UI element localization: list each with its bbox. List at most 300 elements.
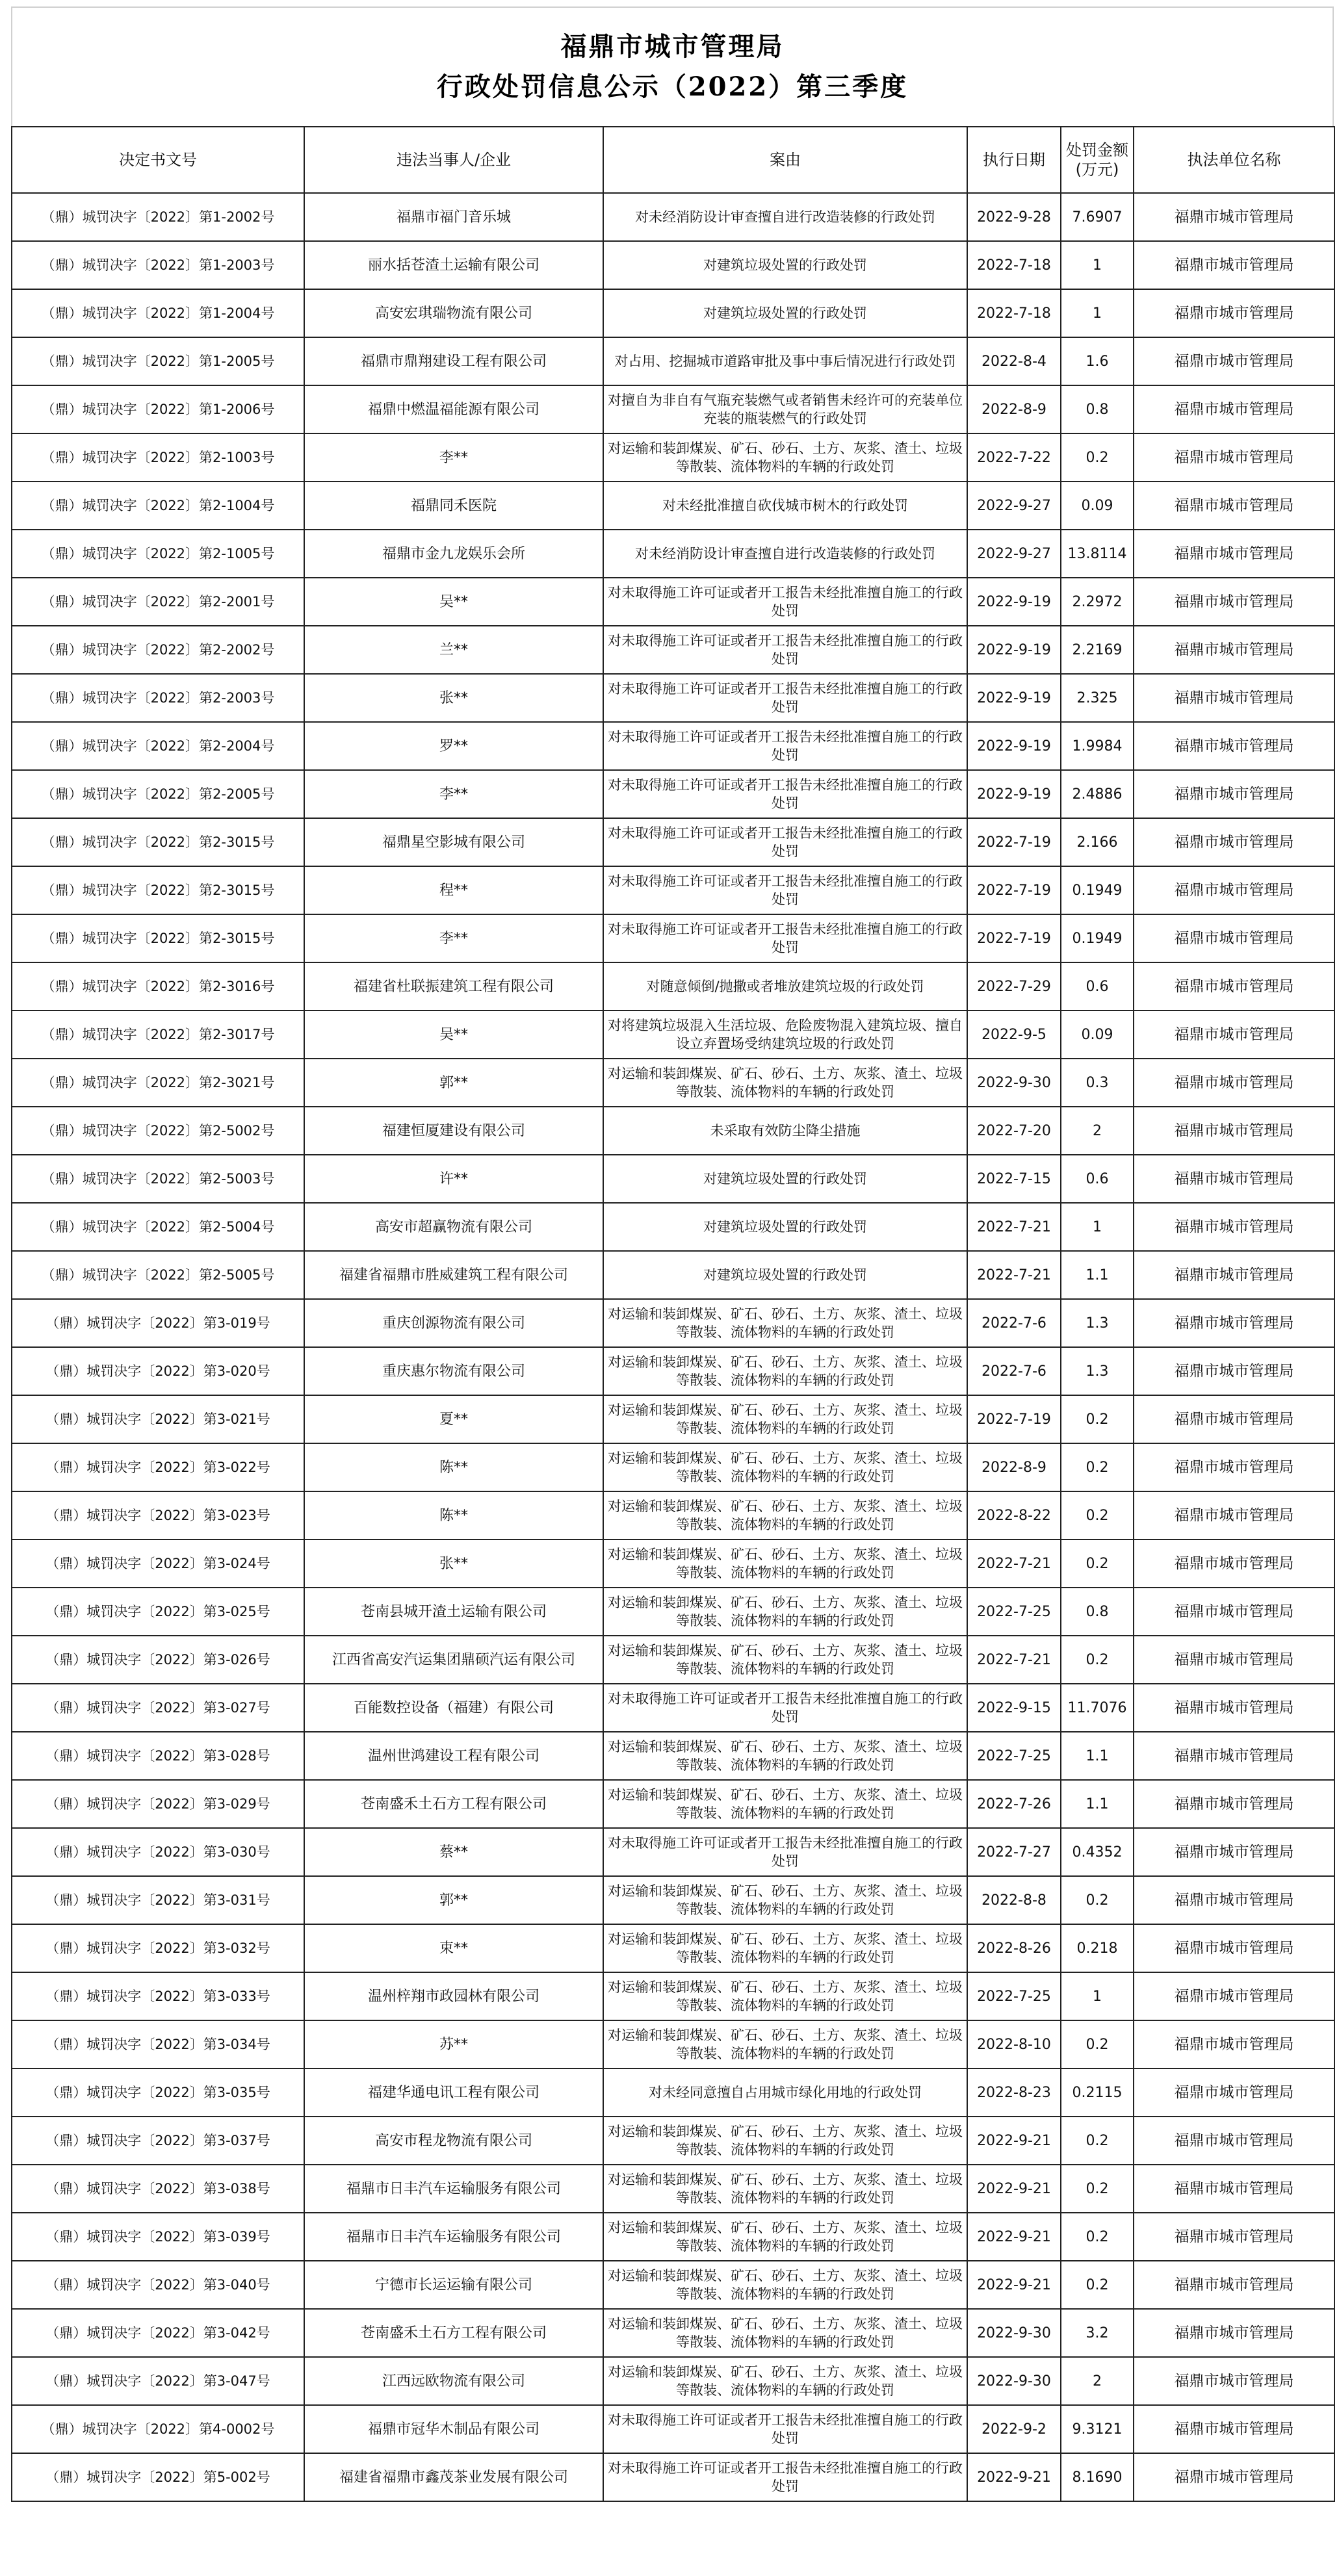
cell-penalty-amount: 0.8	[1061, 1588, 1134, 1636]
table-row	[12, 385, 1334, 433]
cell-doc-number: （鼎）城罚决字〔2022〕第2-3021号	[12, 1059, 304, 1107]
cell-penalty-amount: 0.2	[1061, 1636, 1134, 1684]
cell-case-reason: 对运输和装卸煤炭、矿石、砂石、土方、灰浆、渣土、垃圾等散装、流体物料的车辆的行政处罚	[603, 1491, 967, 1539]
table-row	[12, 1539, 1334, 1588]
cell-doc-number: （鼎）城罚决字〔2022〕第3-020号	[12, 1347, 304, 1395]
cell-doc-number: （鼎）城罚决字〔2022〕第2-3015号	[12, 818, 304, 866]
cell-penalty-amount: 2.325	[1061, 674, 1134, 722]
cell-case-reason: 对未取得施工许可证或者开工报告未经批准擅自施工的行政处罚	[603, 674, 967, 722]
cell-party: 苏**	[304, 2020, 603, 2068]
cell-enforcement-unit: 福鼎市城市管理局	[1134, 2213, 1334, 2261]
cell-enforcement-unit: 福鼎市城市管理局	[1134, 1588, 1334, 1636]
cell-party: 福鼎中燃温福能源有限公司	[304, 385, 603, 433]
cell-case-reason: 对运输和装卸煤炭、矿石、砂石、土方、灰浆、渣土、垃圾等散装、流体物料的车辆的行政处罚	[603, 1972, 967, 2020]
cell-party: 福鼎市冠华木制品有限公司	[304, 2405, 603, 2453]
cell-execution-date: 2022-8-4	[967, 337, 1061, 385]
cell-enforcement-unit: 福鼎市城市管理局	[1134, 1491, 1334, 1539]
cell-execution-date: 2022-9-21	[967, 2165, 1061, 2213]
cell-penalty-amount: 9.3121	[1061, 2405, 1134, 2453]
cell-case-reason: 对运输和装卸煤炭、矿石、砂石、土方、灰浆、渣土、垃圾等散装、流体物料的车辆的行政处罚	[603, 1636, 967, 1684]
table-row	[12, 1203, 1334, 1251]
cell-doc-number: （鼎）城罚决字〔2022〕第3-028号	[12, 1732, 304, 1780]
cell-case-reason: 对建筑垃圾处置的行政处罚	[603, 1251, 967, 1299]
table-row	[12, 433, 1334, 482]
cell-execution-date: 2022-9-19	[967, 626, 1061, 674]
cell-party: 温州梓翔市政园林有限公司	[304, 1972, 603, 2020]
cell-party: 重庆创源物流有限公司	[304, 1299, 603, 1347]
cell-doc-number: （鼎）城罚决字〔2022〕第1-2002号	[12, 193, 304, 241]
cell-doc-number: （鼎）城罚决字〔2022〕第2-1005号	[12, 530, 304, 578]
cell-party: 福建省福鼎市鑫茂茶业发展有限公司	[304, 2453, 603, 2501]
cell-execution-date: 2022-9-21	[967, 2213, 1061, 2261]
cell-party: 兰**	[304, 626, 603, 674]
cell-enforcement-unit: 福鼎市城市管理局	[1134, 1011, 1334, 1059]
table-row	[12, 530, 1334, 578]
cell-party: 福鼎市日丰汽车运输服务有限公司	[304, 2213, 603, 2261]
cell-penalty-amount: 0.09	[1061, 482, 1134, 530]
cell-case-reason: 对运输和装卸煤炭、矿石、砂石、土方、灰浆、渣土、垃圾等散装、流体物料的车辆的行政处罚	[603, 1780, 967, 1828]
cell-doc-number: （鼎）城罚决字〔2022〕第3-032号	[12, 1924, 304, 1972]
table-row	[12, 1684, 1334, 1732]
cell-doc-number: （鼎）城罚决字〔2022〕第2-1004号	[12, 482, 304, 530]
cell-party: 吴**	[304, 578, 603, 626]
cell-execution-date: 2022-8-9	[967, 1443, 1061, 1491]
table-row	[12, 962, 1334, 1011]
table-row	[12, 2261, 1334, 2309]
cell-execution-date: 2022-7-19	[967, 818, 1061, 866]
cell-party: 苍南盛禾土石方工程有限公司	[304, 1780, 603, 1828]
cell-penalty-amount: 0.1949	[1061, 866, 1134, 914]
table-row	[12, 722, 1334, 770]
cell-case-reason: 对未取得施工许可证或者开工报告未经批准擅自施工的行政处罚	[603, 914, 967, 962]
table-row	[12, 1395, 1334, 1443]
cell-enforcement-unit: 福鼎市城市管理局	[1134, 1972, 1334, 2020]
table-row	[12, 2068, 1334, 2117]
cell-execution-date: 2022-7-21	[967, 1539, 1061, 1588]
cell-party: 束**	[304, 1924, 603, 1972]
cell-execution-date: 2022-8-9	[967, 385, 1061, 433]
cell-doc-number: （鼎）城罚决字〔2022〕第1-2006号	[12, 385, 304, 433]
cell-execution-date: 2022-7-21	[967, 1203, 1061, 1251]
cell-case-reason: 对运输和装卸煤炭、矿石、砂石、土方、灰浆、渣土、垃圾等散装、流体物料的车辆的行政处罚	[603, 2261, 967, 2309]
cell-doc-number: （鼎）城罚决字〔2022〕第3-022号	[12, 1443, 304, 1491]
cell-execution-date: 2022-9-27	[967, 482, 1061, 530]
cell-enforcement-unit: 福鼎市城市管理局	[1134, 626, 1334, 674]
cell-party: 张**	[304, 674, 603, 722]
cell-doc-number: （鼎）城罚决字〔2022〕第3-035号	[12, 2068, 304, 2117]
cell-party: 夏**	[304, 1395, 603, 1443]
cell-enforcement-unit: 福鼎市城市管理局	[1134, 2309, 1334, 2357]
cell-case-reason: 对未取得施工许可证或者开工报告未经批准擅自施工的行政处罚	[603, 722, 967, 770]
cell-party: 程**	[304, 866, 603, 914]
cell-execution-date: 2022-7-20	[967, 1107, 1061, 1155]
cell-doc-number: （鼎）城罚决字〔2022〕第3-033号	[12, 1972, 304, 2020]
cell-enforcement-unit: 福鼎市城市管理局	[1134, 1780, 1334, 1828]
cell-penalty-amount: 0.2	[1061, 433, 1134, 482]
cell-penalty-amount: 1.6	[1061, 337, 1134, 385]
cell-penalty-amount: 2.2169	[1061, 626, 1134, 674]
cell-penalty-amount: 7.6907	[1061, 193, 1134, 241]
cell-execution-date: 2022-8-10	[967, 2020, 1061, 2068]
cell-case-reason: 对占用、挖掘城市道路审批及事中事后情况进行行政处罚	[603, 337, 967, 385]
cell-party: 郭**	[304, 1059, 603, 1107]
cell-execution-date: 2022-8-26	[967, 1924, 1061, 1972]
cell-execution-date: 2022-7-29	[967, 962, 1061, 1011]
cell-execution-date: 2022-8-8	[967, 1876, 1061, 1924]
table-row	[12, 1732, 1334, 1780]
cell-party: 福鼎市金九龙娱乐会所	[304, 530, 603, 578]
cell-enforcement-unit: 福鼎市城市管理局	[1134, 2020, 1334, 2068]
cell-penalty-amount: 2	[1061, 1107, 1134, 1155]
cell-enforcement-unit: 福鼎市城市管理局	[1134, 914, 1334, 962]
cell-case-reason: 对未取得施工许可证或者开工报告未经批准擅自施工的行政处罚	[603, 578, 967, 626]
cell-case-reason: 对未经消防设计审查擅自进行改造装修的行政处罚	[603, 530, 967, 578]
cell-doc-number: （鼎）城罚决字〔2022〕第2-2003号	[12, 674, 304, 722]
cell-case-reason: 对未经批准擅自砍伐城市树木的行政处罚	[603, 482, 967, 530]
cell-enforcement-unit: 福鼎市城市管理局	[1134, 2357, 1334, 2405]
cell-enforcement-unit: 福鼎市城市管理局	[1134, 1107, 1334, 1155]
cell-doc-number: （鼎）城罚决字〔2022〕第3-042号	[12, 2309, 304, 2357]
cell-case-reason: 对运输和装卸煤炭、矿石、砂石、土方、灰浆、渣土、垃圾等散装、流体物料的车辆的行政处罚	[603, 433, 967, 482]
cell-case-reason: 对运输和装卸煤炭、矿石、砂石、土方、灰浆、渣土、垃圾等散装、流体物料的车辆的行政处罚	[603, 1924, 967, 1972]
cell-enforcement-unit: 福鼎市城市管理局	[1134, 1203, 1334, 1251]
cell-case-reason: 对未经消防设计审查擅自进行改造装修的行政处罚	[603, 193, 967, 241]
cell-doc-number: （鼎）城罚决字〔2022〕第2-3017号	[12, 1011, 304, 1059]
table-row	[12, 2213, 1334, 2261]
cell-penalty-amount: 0.2	[1061, 2020, 1134, 2068]
table-row	[12, 482, 1334, 530]
cell-penalty-amount: 0.6	[1061, 962, 1134, 1011]
title-block	[11, 6, 1334, 126]
cell-party: 福鼎市福门音乐城	[304, 193, 603, 241]
cell-execution-date: 2022-7-25	[967, 1732, 1061, 1780]
cell-party: 高安市程龙物流有限公司	[304, 2117, 603, 2165]
table-row	[12, 2309, 1334, 2357]
cell-execution-date: 2022-7-25	[967, 1588, 1061, 1636]
cell-case-reason: 对运输和装卸煤炭、矿石、砂石、土方、灰浆、渣土、垃圾等散装、流体物料的车辆的行政处罚	[603, 1876, 967, 1924]
cell-doc-number: （鼎）城罚决字〔2022〕第1-2004号	[12, 289, 304, 337]
table-row	[12, 578, 1334, 626]
cell-execution-date: 2022-9-30	[967, 1059, 1061, 1107]
cell-party: 福鼎市鼎翔建设工程有限公司	[304, 337, 603, 385]
page-title: 福鼎市城市管理局	[560, 31, 785, 62]
cell-doc-number: （鼎）城罚决字〔2022〕第2-5003号	[12, 1155, 304, 1203]
table-row	[12, 241, 1334, 289]
cell-case-reason: 对建筑垃圾处置的行政处罚	[603, 1155, 967, 1203]
cell-case-reason: 对运输和装卸煤炭、矿石、砂石、土方、灰浆、渣土、垃圾等散装、流体物料的车辆的行政处罚	[603, 2117, 967, 2165]
cell-doc-number: （鼎）城罚决字〔2022〕第3-023号	[12, 1491, 304, 1539]
cell-doc-number: （鼎）城罚决字〔2022〕第3-034号	[12, 2020, 304, 2068]
cell-penalty-amount: 0.09	[1061, 1011, 1134, 1059]
cell-enforcement-unit: 福鼎市城市管理局	[1134, 866, 1334, 914]
cell-penalty-amount: 0.2	[1061, 1443, 1134, 1491]
cell-case-reason: 对未取得施工许可证或者开工报告未经批准擅自施工的行政处罚	[603, 1828, 967, 1876]
cell-case-reason: 对运输和装卸煤炭、矿石、砂石、土方、灰浆、渣土、垃圾等散装、流体物料的车辆的行政处罚	[603, 1395, 967, 1443]
cell-enforcement-unit: 福鼎市城市管理局	[1134, 962, 1334, 1011]
cell-case-reason: 对未经同意擅自占用城市绿化用地的行政处罚	[603, 2068, 967, 2117]
cell-case-reason: 对运输和装卸煤炭、矿石、砂石、土方、灰浆、渣土、垃圾等散装、流体物料的车辆的行政处罚	[603, 2309, 967, 2357]
table-row	[12, 1443, 1334, 1491]
table-row	[12, 1011, 1334, 1059]
cell-execution-date: 2022-7-25	[967, 1972, 1061, 2020]
cell-case-reason: 对建筑垃圾处置的行政处罚	[603, 289, 967, 337]
table-row	[12, 1924, 1334, 1972]
cell-penalty-amount: 3.2	[1061, 2309, 1134, 2357]
column-header-party: 违法当事人/企业	[304, 127, 603, 193]
cell-execution-date: 2022-9-2	[967, 2405, 1061, 2453]
cell-penalty-amount: 0.2	[1061, 2261, 1134, 2309]
cell-enforcement-unit: 福鼎市城市管理局	[1134, 1443, 1334, 1491]
column-header-date: 执行日期	[967, 127, 1061, 193]
cell-execution-date: 2022-7-19	[967, 866, 1061, 914]
cell-case-reason: 对随意倾倒/抛撒或者堆放建筑垃圾的行政处罚	[603, 962, 967, 1011]
table-row	[12, 193, 1334, 241]
cell-enforcement-unit: 福鼎市城市管理局	[1134, 2261, 1334, 2309]
table-row	[12, 1780, 1334, 1828]
cell-execution-date: 2022-7-18	[967, 241, 1061, 289]
table-row	[12, 1491, 1334, 1539]
cell-penalty-amount: 0.2	[1061, 2117, 1134, 2165]
cell-party: 江西省高安汽运集团鼎硕汽运有限公司	[304, 1636, 603, 1684]
table-row	[12, 2453, 1334, 2501]
table-row	[12, 1155, 1334, 1203]
cell-enforcement-unit: 福鼎市城市管理局	[1134, 530, 1334, 578]
cell-doc-number: （鼎）城罚决字〔2022〕第2-3015号	[12, 914, 304, 962]
cell-doc-number: （鼎）城罚决字〔2022〕第2-5004号	[12, 1203, 304, 1251]
table-row	[12, 2020, 1334, 2068]
cell-penalty-amount: 1.1	[1061, 1251, 1134, 1299]
cell-doc-number: （鼎）城罚决字〔2022〕第2-5005号	[12, 1251, 304, 1299]
cell-party: 陈**	[304, 1443, 603, 1491]
table-row	[12, 1251, 1334, 1299]
column-header-amount: 处罚金额(万元)	[1061, 127, 1134, 193]
cell-penalty-amount: 0.1949	[1061, 914, 1134, 962]
cell-execution-date: 2022-7-19	[967, 914, 1061, 962]
cell-execution-date: 2022-9-30	[967, 2309, 1061, 2357]
cell-party: 福建华通电讯工程有限公司	[304, 2068, 603, 2117]
table-row	[12, 2405, 1334, 2453]
table-row	[12, 1347, 1334, 1395]
cell-execution-date: 2022-7-15	[967, 1155, 1061, 1203]
cell-execution-date: 2022-7-6	[967, 1347, 1061, 1395]
cell-case-reason: 对未取得施工许可证或者开工报告未经批准擅自施工的行政处罚	[603, 2453, 967, 2501]
cell-party: 郭**	[304, 1876, 603, 1924]
cell-execution-date: 2022-7-6	[967, 1299, 1061, 1347]
cell-penalty-amount: 2	[1061, 2357, 1134, 2405]
cell-party: 福鼎星空影城有限公司	[304, 818, 603, 866]
cell-enforcement-unit: 福鼎市城市管理局	[1134, 1876, 1334, 1924]
cell-case-reason: 对未取得施工许可证或者开工报告未经批准擅自施工的行政处罚	[603, 626, 967, 674]
cell-case-reason: 对运输和装卸煤炭、矿石、砂石、土方、灰浆、渣土、垃圾等散装、流体物料的车辆的行政处罚	[603, 2213, 967, 2261]
cell-doc-number: （鼎）城罚决字〔2022〕第3-026号	[12, 1636, 304, 1684]
table-header-row	[12, 127, 1334, 193]
cell-enforcement-unit: 福鼎市城市管理局	[1134, 1828, 1334, 1876]
cell-party: 陈**	[304, 1491, 603, 1539]
cell-enforcement-unit: 福鼎市城市管理局	[1134, 2068, 1334, 2117]
cell-enforcement-unit: 福鼎市城市管理局	[1134, 337, 1334, 385]
cell-penalty-amount: 0.2	[1061, 1539, 1134, 1588]
column-header-case: 案由	[603, 127, 967, 193]
cell-doc-number: （鼎）城罚决字〔2022〕第3-047号	[12, 2357, 304, 2405]
cell-enforcement-unit: 福鼎市城市管理局	[1134, 1347, 1334, 1395]
cell-enforcement-unit: 福鼎市城市管理局	[1134, 482, 1334, 530]
cell-execution-date: 2022-9-19	[967, 722, 1061, 770]
cell-enforcement-unit: 福鼎市城市管理局	[1134, 1924, 1334, 1972]
cell-party: 李**	[304, 770, 603, 818]
table-row	[12, 626, 1334, 674]
cell-case-reason: 对建筑垃圾处置的行政处罚	[603, 1203, 967, 1251]
cell-execution-date: 2022-9-21	[967, 2117, 1061, 2165]
cell-enforcement-unit: 福鼎市城市管理局	[1134, 2405, 1334, 2453]
cell-party: 高安宏琪瑞物流有限公司	[304, 289, 603, 337]
cell-doc-number: （鼎）城罚决字〔2022〕第3-040号	[12, 2261, 304, 2309]
cell-penalty-amount: 0.3	[1061, 1059, 1134, 1107]
cell-enforcement-unit: 福鼎市城市管理局	[1134, 193, 1334, 241]
cell-execution-date: 2022-9-27	[967, 530, 1061, 578]
cell-case-reason: 对运输和装卸煤炭、矿石、砂石、土方、灰浆、渣土、垃圾等散装、流体物料的车辆的行政处罚	[603, 1588, 967, 1636]
cell-party: 高安市超赢物流有限公司	[304, 1203, 603, 1251]
cell-party: 福建省杜联振建筑工程有限公司	[304, 962, 603, 1011]
cell-case-reason: 对将建筑垃圾混入生活垃圾、危险废物混入建筑垃圾、擅自设立弃置场受纳建筑垃圾的行政处罚	[603, 1011, 967, 1059]
cell-execution-date: 2022-9-21	[967, 2453, 1061, 2501]
cell-penalty-amount: 0.8	[1061, 385, 1134, 433]
cell-party: 福鼎市日丰汽车运输服务有限公司	[304, 2165, 603, 2213]
cell-execution-date: 2022-7-18	[967, 289, 1061, 337]
cell-doc-number: （鼎）城罚决字〔2022〕第1-2003号	[12, 241, 304, 289]
cell-enforcement-unit: 福鼎市城市管理局	[1134, 1684, 1334, 1732]
cell-case-reason: 对运输和装卸煤炭、矿石、砂石、土方、灰浆、渣土、垃圾等散装、流体物料的车辆的行政处罚	[603, 1059, 967, 1107]
table-row	[12, 1107, 1334, 1155]
cell-penalty-amount: 1.1	[1061, 1780, 1134, 1828]
cell-penalty-amount: 1	[1061, 1972, 1134, 2020]
cell-penalty-amount: 11.7076	[1061, 1684, 1134, 1732]
cell-doc-number: （鼎）城罚决字〔2022〕第1-2005号	[12, 337, 304, 385]
cell-case-reason: 对未取得施工许可证或者开工报告未经批准擅自施工的行政处罚	[603, 770, 967, 818]
cell-doc-number: （鼎）城罚决字〔2022〕第3-029号	[12, 1780, 304, 1828]
cell-case-reason: 对运输和装卸煤炭、矿石、砂石、土方、灰浆、渣土、垃圾等散装、流体物料的车辆的行政处罚	[603, 1443, 967, 1491]
cell-party: 江西远欧物流有限公司	[304, 2357, 603, 2405]
cell-party: 罗**	[304, 722, 603, 770]
cell-enforcement-unit: 福鼎市城市管理局	[1134, 1059, 1334, 1107]
cell-doc-number: （鼎）城罚决字〔2022〕第2-2001号	[12, 578, 304, 626]
cell-doc-number: （鼎）城罚决字〔2022〕第2-5002号	[12, 1107, 304, 1155]
cell-doc-number: （鼎）城罚决字〔2022〕第2-2002号	[12, 626, 304, 674]
cell-doc-number: （鼎）城罚决字〔2022〕第3-025号	[12, 1588, 304, 1636]
cell-doc-number: （鼎）城罚决字〔2022〕第3-027号	[12, 1684, 304, 1732]
cell-party: 苍南县城开渣土运输有限公司	[304, 1588, 603, 1636]
cell-enforcement-unit: 福鼎市城市管理局	[1134, 2453, 1334, 2501]
cell-party: 福鼎同禾医院	[304, 482, 603, 530]
cell-penalty-amount: 2.166	[1061, 818, 1134, 866]
cell-doc-number: （鼎）城罚决字〔2022〕第3-037号	[12, 2117, 304, 2165]
cell-party: 福建省福鼎市胜威建筑工程有限公司	[304, 1251, 603, 1299]
cell-penalty-amount: 0.218	[1061, 1924, 1134, 1972]
table-row	[12, 674, 1334, 722]
cell-case-reason: 对运输和装卸煤炭、矿石、砂石、土方、灰浆、渣土、垃圾等散装、流体物料的车辆的行政处罚	[603, 2357, 967, 2405]
cell-execution-date: 2022-7-26	[967, 1780, 1061, 1828]
cell-enforcement-unit: 福鼎市城市管理局	[1134, 385, 1334, 433]
table-row	[12, 2357, 1334, 2405]
cell-penalty-amount: 1.3	[1061, 1347, 1134, 1395]
cell-penalty-amount: 2.2972	[1061, 578, 1134, 626]
cell-execution-date: 2022-7-27	[967, 1828, 1061, 1876]
cell-enforcement-unit: 福鼎市城市管理局	[1134, 2165, 1334, 2213]
table-row	[12, 770, 1334, 818]
cell-case-reason: 对运输和装卸煤炭、矿石、砂石、土方、灰浆、渣土、垃圾等散装、流体物料的车辆的行政处罚	[603, 1732, 967, 1780]
cell-party: 许**	[304, 1155, 603, 1203]
table-row	[12, 2165, 1334, 2213]
cell-doc-number: （鼎）城罚决字〔2022〕第3-024号	[12, 1539, 304, 1588]
cell-doc-number: （鼎）城罚决字〔2022〕第5-002号	[12, 2453, 304, 2501]
page-subtitle: 行政处罚信息公示（2022）第三季度	[436, 71, 909, 102]
cell-execution-date: 2022-7-19	[967, 1395, 1061, 1443]
table-row	[12, 1828, 1334, 1876]
table-row	[12, 1636, 1334, 1684]
cell-penalty-amount: 1.9984	[1061, 722, 1134, 770]
cell-enforcement-unit: 福鼎市城市管理局	[1134, 1251, 1334, 1299]
cell-party: 重庆惠尔物流有限公司	[304, 1347, 603, 1395]
cell-doc-number: （鼎）城罚决字〔2022〕第3-039号	[12, 2213, 304, 2261]
table-row	[12, 1299, 1334, 1347]
cell-execution-date: 2022-9-30	[967, 2357, 1061, 2405]
cell-enforcement-unit: 福鼎市城市管理局	[1134, 2117, 1334, 2165]
table-row	[12, 818, 1334, 866]
cell-penalty-amount: 2.4886	[1061, 770, 1134, 818]
cell-penalty-amount: 0.2	[1061, 1491, 1134, 1539]
document-sheet	[11, 6, 1334, 2502]
cell-case-reason: 对运输和装卸煤炭、矿石、砂石、土方、灰浆、渣土、垃圾等散装、流体物料的车辆的行政处罚	[603, 2020, 967, 2068]
cell-execution-date: 2022-9-19	[967, 674, 1061, 722]
table-row	[12, 1059, 1334, 1107]
cell-case-reason: 对运输和装卸煤炭、矿石、砂石、土方、灰浆、渣土、垃圾等散装、流体物料的车辆的行政处罚	[603, 1347, 967, 1395]
cell-execution-date: 2022-9-28	[967, 193, 1061, 241]
cell-enforcement-unit: 福鼎市城市管理局	[1134, 289, 1334, 337]
cell-penalty-amount: 0.4352	[1061, 1828, 1134, 1876]
cell-case-reason: 对建筑垃圾处置的行政处罚	[603, 241, 967, 289]
cell-case-reason: 对运输和装卸煤炭、矿石、砂石、土方、灰浆、渣土、垃圾等散装、流体物料的车辆的行政处罚	[603, 1299, 967, 1347]
cell-party: 李**	[304, 914, 603, 962]
cell-doc-number: （鼎）城罚决字〔2022〕第2-1003号	[12, 433, 304, 482]
cell-party: 苍南盛禾土石方工程有限公司	[304, 2309, 603, 2357]
cell-penalty-amount: 0.2	[1061, 1395, 1134, 1443]
table-row	[12, 1588, 1334, 1636]
cell-execution-date: 2022-7-21	[967, 1251, 1061, 1299]
table-row	[12, 289, 1334, 337]
cell-doc-number: （鼎）城罚决字〔2022〕第3-030号	[12, 1828, 304, 1876]
cell-enforcement-unit: 福鼎市城市管理局	[1134, 241, 1334, 289]
cell-case-reason: 对未取得施工许可证或者开工报告未经批准擅自施工的行政处罚	[603, 2405, 967, 2453]
cell-party: 李**	[304, 433, 603, 482]
penalty-table	[11, 126, 1335, 2502]
cell-case-reason: 对运输和装卸煤炭、矿石、砂石、土方、灰浆、渣土、垃圾等散装、流体物料的车辆的行政处罚	[603, 2165, 967, 2213]
cell-penalty-amount: 8.1690	[1061, 2453, 1134, 2501]
cell-party: 宁德市长运运输有限公司	[304, 2261, 603, 2309]
column-header-doc: 决定书文号	[12, 127, 304, 193]
table-row	[12, 914, 1334, 962]
cell-enforcement-unit: 福鼎市城市管理局	[1134, 433, 1334, 482]
cell-enforcement-unit: 福鼎市城市管理局	[1134, 1155, 1334, 1203]
cell-case-reason: 对未取得施工许可证或者开工报告未经批准擅自施工的行政处罚	[603, 818, 967, 866]
cell-case-reason: 未采取有效防尘降尘措施	[603, 1107, 967, 1155]
cell-penalty-amount: 1	[1061, 289, 1134, 337]
cell-case-reason: 对未取得施工许可证或者开工报告未经批准擅自施工的行政处罚	[603, 1684, 967, 1732]
cell-party: 福建恒厦建设有限公司	[304, 1107, 603, 1155]
table-row	[12, 1876, 1334, 1924]
cell-enforcement-unit: 福鼎市城市管理局	[1134, 578, 1334, 626]
cell-party: 温州世鸿建设工程有限公司	[304, 1732, 603, 1780]
cell-execution-date: 2022-9-21	[967, 2261, 1061, 2309]
column-header-unit: 执法单位名称	[1134, 127, 1334, 193]
